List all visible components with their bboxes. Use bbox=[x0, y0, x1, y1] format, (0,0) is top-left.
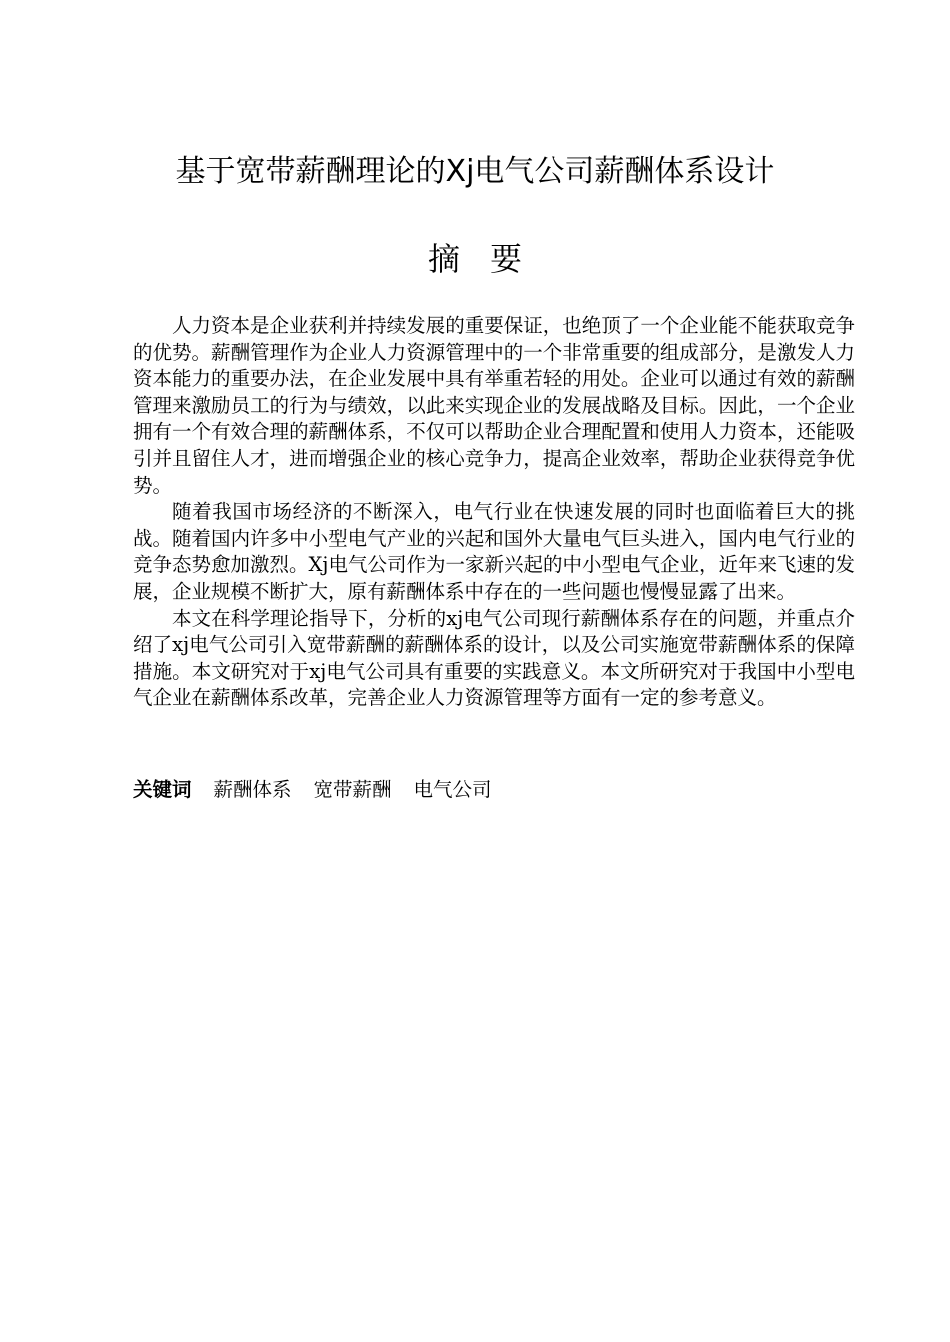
keyword-2: 宽带薪酬 bbox=[313, 778, 392, 801]
abstract-paragraph-2: 随着我国市场经济的不断深入，电气行业在快速发展的同时也面临着巨大的挑战。随着国内许多中小型电气产业的兴起和国外大量电气巨头进入，国内电气行业的竞争态势愈加激烈。Xj电气公司作为一家新兴起的中小型电气企业，近年来飞速的发展，企业规模不断扩大，原有薪酬体系中存在的一些问题也慢慢显露了出来。 bbox=[133, 500, 855, 603]
abstract-heading: 摘要 bbox=[427, 240, 552, 278]
paper-title: 基于宽带薪酬理论的Xj电气公司薪酬体系设计 bbox=[175, 154, 775, 189]
keyword-1: 薪酬体系 bbox=[213, 778, 292, 801]
abstract-body bbox=[133, 313, 855, 712]
keywords-line bbox=[133, 776, 855, 804]
abstract-paragraph-1: 人力资本是企业获利并持续发展的重要保证，也绝顶了一个企业能不能获取竞争的优势。薪酬管理作为企业人力资源管理中的一个非常重要的组成部分，是激发人力资本能力的重要办法，在企业发展中具有举重若轻的用处。企业可以通过有效的薪酬管理来激励员工的行为与绩效，以此来实现企业的发展战略及目标。因此，一个企业拥有一个有效合理的薪酬体系，不仅可以帮助企业合理配置和使用人力资本，还能吸引并且留住人才，进而增强企业的核心竞争力，提高企业效率，帮助企业获得竞争优势。 bbox=[133, 314, 855, 497]
keywords-label: 关键词 bbox=[133, 778, 192, 801]
abstract-paragraph-3: 本文在科学理论指导下，分析的xj电气公司现行薪酬体系存在的问题，并重点介绍了xj电气公司引入宽带薪酬的薪酬体系的设计，以及公司实施宽带薪酬体系的保障措施。本文研究对于xj电气公司具有重要的实践意义。本文所研究对于我国中小型电气企业在薪酬体系改革，完善企业人力资源管理等方面有一定的参考意义。 bbox=[133, 606, 855, 710]
keyword-3: 电气公司 bbox=[413, 778, 492, 801]
